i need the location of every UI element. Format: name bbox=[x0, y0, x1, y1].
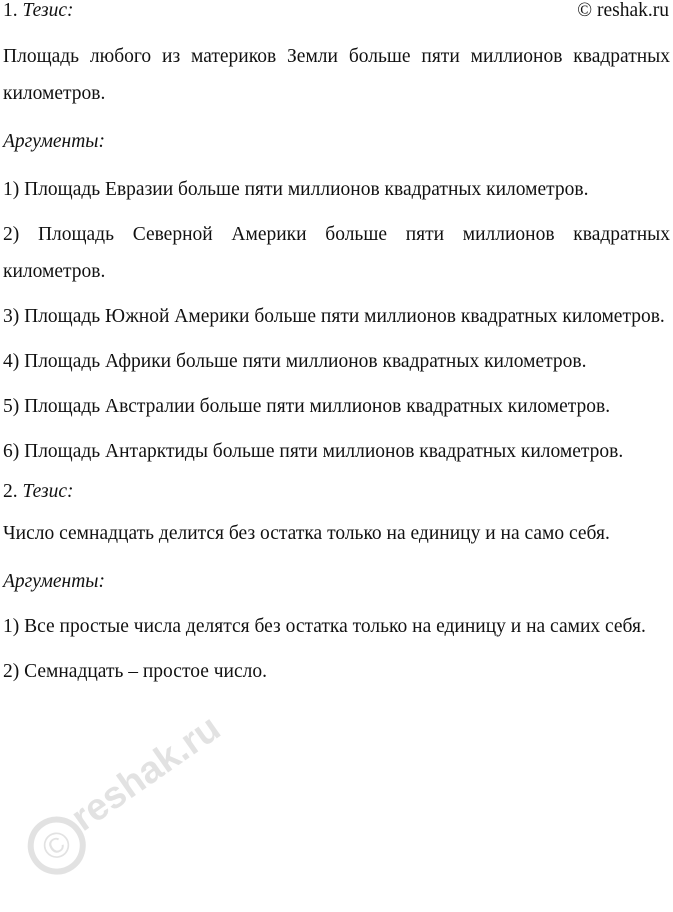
document-page bbox=[3, 0, 670, 690]
argument-2-1: 1) Все простые числа делятся без остатка только на единицу и на самих себя. bbox=[3, 616, 646, 637]
arguments-2-label: Аргументы: bbox=[3, 571, 105, 592]
argument-1-5: 5) Площадь Австралии больше пяти миллионов квадратных километров. bbox=[3, 396, 611, 417]
argument-1-2: 2) Площадь Северной Америки больше пяти миллионов квадратных километров. bbox=[3, 224, 670, 282]
thesis-1-text: Площадь любого из материков Земли больше пяти миллионов квадратных километров. bbox=[3, 46, 670, 104]
copyright-notice: © reshak.ru bbox=[577, 0, 669, 21]
section-2-header bbox=[3, 477, 670, 507]
section-1-number: 1. bbox=[3, 0, 18, 21]
section-1-thesis-label: Тезис: bbox=[22, 0, 74, 21]
section-2-thesis-label: Тезис: bbox=[22, 481, 74, 502]
copyright-watermark-icon: © bbox=[16, 805, 97, 886]
argument-1-1: 1) Площадь Евразии больше пяти миллионов квадратных километров. bbox=[3, 179, 589, 200]
section-1-header bbox=[3, 0, 670, 30]
reshak-watermark bbox=[0, 707, 229, 912]
argument-2-2: 2) Семнадцать – простое число. bbox=[3, 661, 267, 682]
watermark-text: reshak.ru bbox=[63, 707, 229, 840]
argument-1-4: 4) Площадь Африки больше пяти миллионов квадратных километров. bbox=[3, 351, 587, 372]
argument-1-3: 3) Площадь Южной Америки больше пяти миллионов квадратных километров. bbox=[3, 306, 665, 327]
thesis-2-text: Число семнадцать делится без остатка только на единицу и на само себя. bbox=[3, 523, 610, 544]
argument-1-6: 6) Площадь Антарктиды больше пяти миллионов квадратных километров. bbox=[3, 441, 624, 462]
arguments-1-label: Аргументы: bbox=[3, 131, 105, 152]
section-2-number: 2. bbox=[3, 481, 18, 502]
